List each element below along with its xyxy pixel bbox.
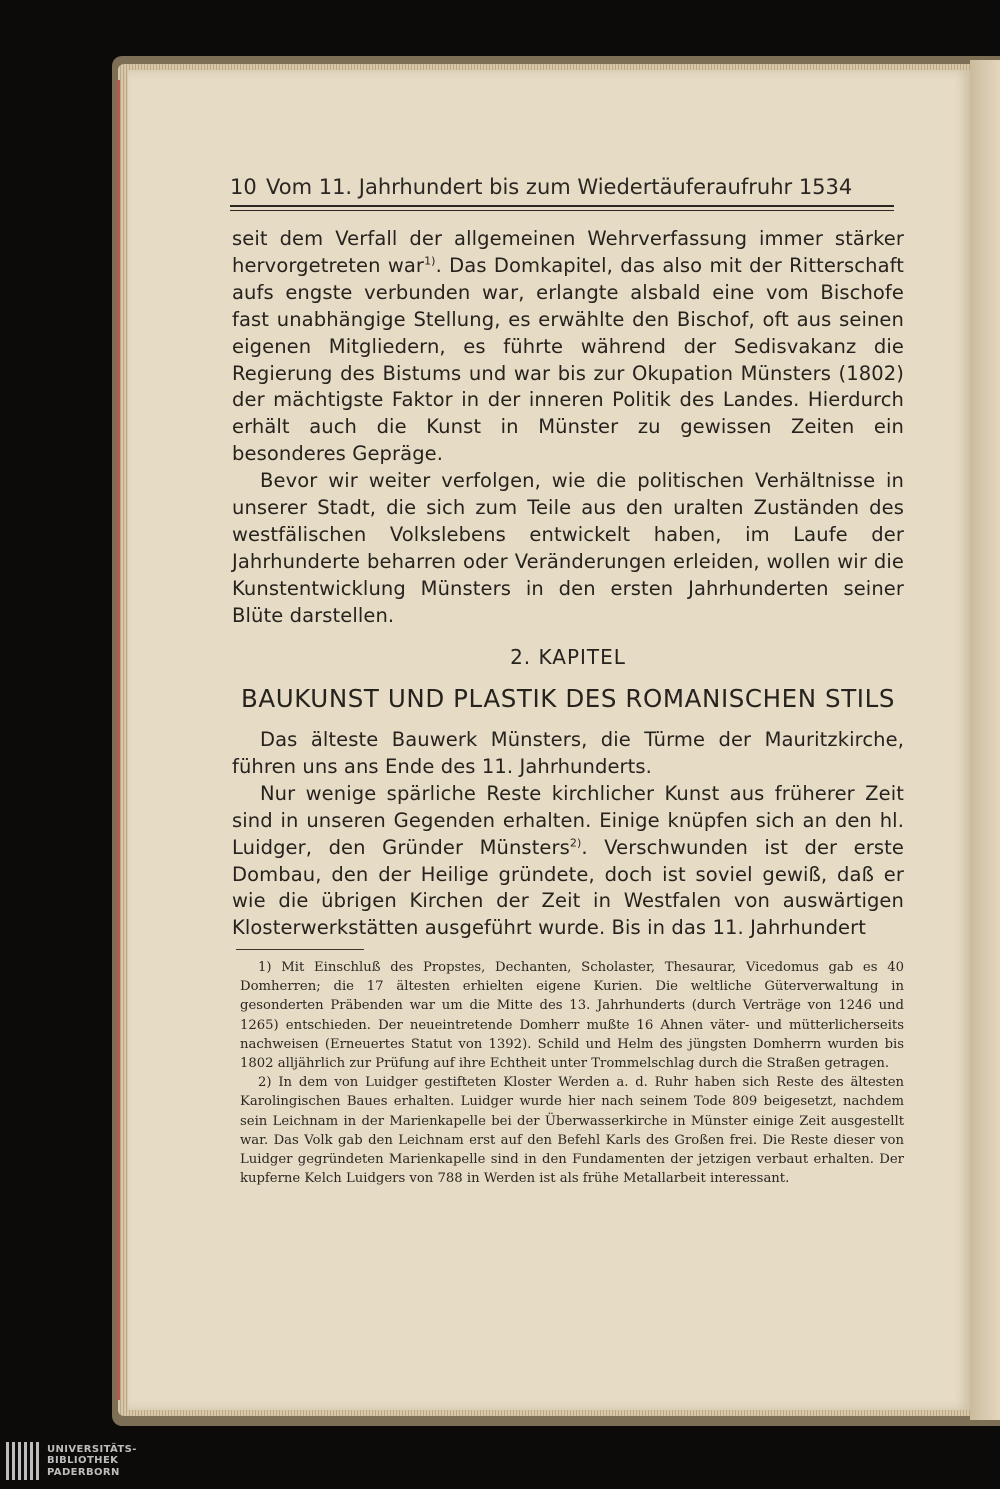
footnote-ref-2: 2) [569,836,582,850]
next-page-gutter [970,60,1000,1420]
chapter-title: BAUKUNST UND PLASTIK DES ROMANISCHEN STILS [241,684,895,713]
library-logo [6,1441,137,1481]
logo-bars-icon [6,1442,39,1480]
header-rule-thin [230,210,894,211]
running-title: Vom 11. Jahrhundert bis zum Wiedertäuferaufruhr 1534 [266,175,853,199]
body-section [232,226,904,630]
body-paragraph-1: seit dem Verfall der allgemeinen Wehrverfassung immer stärker hervorgetreten war$^{1)}$. Das Domkapitel, das also mit der Ritterschaft aufs engste verbunden war, erlangte alsbald eine vom Bischofe fast unabhängige Stellung, es erwählte den Bischof, oft aus seinen eigenen Mitgliedern, es führte während der Sedisvakanz die Regierung des Bistums und war bis zur Okupation Münsters (1802) der mächtigste Faktor in der inneren Politik des Landes. Hierdurch erhält auch die Kunst in Münster zu gewissen Zeiten ein besonderes Gepräge. [232,227,904,466]
running-header [230,172,895,202]
red-page-edge [117,80,120,1400]
header-rule [230,205,894,207]
footnote-2: 2) In dem von Luidger gestifteten Kloster Werden a. d. Ruhr haben sich Reste des ältesten Karolingischen Baues erhalten. Luidger wurde hier nach seinem Tode 809 beigesetzt, nachdem sein Leichnam in der Marienkapelle bei der Überwasserkirche in Münster einige Zeit ausgestellt war. Das Volk gab den Leichnam erst auf den Befehl Karls des Großen frei. Die Reste dieser von Luidger gegründeten Marienkapelle sind in den Fundamenten der jetzigen verbaut erhalten. Der kupferne Kelch Luidgers von 788 in Werden ist als frühe Metallarbeit interessant. [240,1075,904,1187]
page-number: 10 [230,175,257,199]
chapter-body [232,727,904,942]
footnote-ref-1: 1) [424,254,436,268]
body-paragraph-2: Bevor wir weiter verfolgen, wie die politischen Verhältnisse in unserer Stadt, die sich zum Teile aus den uralten Zuständen des westfälischen Volkslebens entwickelt haben, im Laufe der Jahrhunderte beharren oder Veränderungen erleiden, wollen wir die Kunstentwicklung Münsters in den ersten Jahrhunderten seiner Blüte darstellen. [232,469,904,627]
chapter-number: 2. KAPITEL [510,645,626,669]
footnote-rule [236,949,364,950]
chapter-paragraph-2: Nur wenige spärliche Reste kirchlicher Kunst aus früherer Zeit sind in unseren Gegenden erhalten. Einige knüpfen sich an den hl. Luidger, den Gründer Münsters$^{2)}$. Verschwunden ist der erste Dombau, den der Heilige gründete, doch ist soviel gewiß, daß er wie die übrigen Kirchen der Zeit in Westfalen von auswärtigen Klosterwerkstätten ausgeführt wurde. Bis in das 11. Jahrhundert [232,781,904,940]
logo-text: UNIVERSITÄTS- BIBLIOTHEK PADERBORN [47,1443,137,1478]
footnotes [240,958,904,1188]
chapter-paragraph-1: Das älteste Bauwerk Münsters, die Türme der Mauritzkirche, führen uns ans Ende des 11. Jahrhunderts. [232,728,904,778]
footnote-1: 1) Mit Einschluß des Propstes, Dechanten, Scholaster, Thesaurar, Vicedomus gab es 40 Domherren; die 17 ältesten erhielten eigene Kurien. Die weltliche Güterverwaltung in gesonderten Präbenden war um die Mitte des 13. Jahrhunderts (durch Verträge von 1246 und 1265) entschieden. Der neueintretende Domherr mußte 16 Ahnen väter- und mütterlicherseits nachweisen (Erneuertes Statut von 1392). Schild und Helm des jüngsten Domherrn wurden bis 1802 alljährlich zur Prüfung auf ihre Echtheit unter Trommelschlag durch die Straßen getragen. [240,960,904,1072]
